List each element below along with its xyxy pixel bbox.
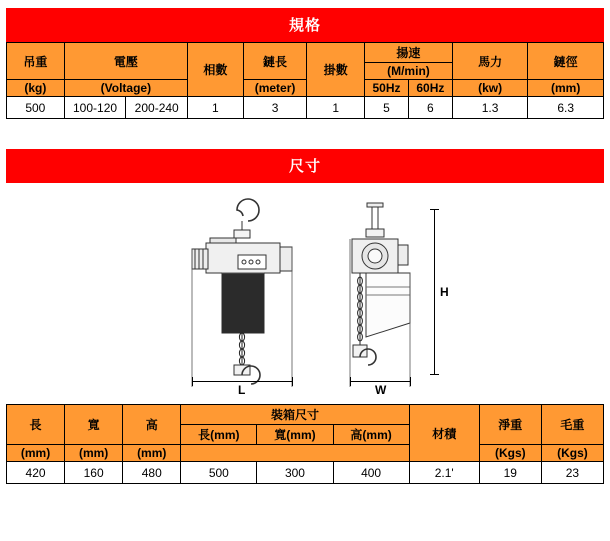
value-chain-length: 3 [243, 97, 307, 119]
value-voltage-low: 100-120 [64, 97, 126, 119]
table-row [7, 80, 604, 97]
header-lift-speed-unit: (M/min) [365, 63, 453, 80]
unit-capacity: (kg) [7, 80, 65, 97]
header-net-weight: 淨重 [479, 405, 541, 445]
value-speed-60hz: 6 [408, 97, 452, 119]
width-dimension-label: W [375, 383, 387, 397]
table-row [7, 405, 604, 425]
unit-chain-dia: (mm) [528, 80, 604, 97]
table-row [7, 462, 604, 484]
header-volume: 材積 [409, 405, 479, 462]
value-falls: 1 [307, 97, 365, 119]
header-power: 馬力 [452, 43, 528, 80]
header-falls: 掛數 [307, 43, 365, 97]
header-carton-length: 長(mm) [181, 425, 257, 445]
header-height: 高 [123, 405, 181, 445]
table-row [7, 43, 604, 63]
hoist-side-view-drawing [326, 195, 446, 395]
spec-table [6, 42, 604, 119]
value-chain-dia: 6.3 [528, 97, 604, 119]
header-lift-speed: 揚速 [365, 43, 453, 63]
header-width: 寬 [65, 405, 123, 445]
width-tick-right [410, 377, 411, 386]
value-carton-height: 400 [333, 462, 409, 484]
width-dimension-line [350, 381, 410, 382]
value-phase: 1 [188, 97, 244, 119]
length-tick-right [292, 377, 293, 386]
header-capacity: 吊重 [7, 43, 65, 80]
width-tick-left [350, 377, 351, 386]
header-chain-dia: 鏈徑 [528, 43, 604, 80]
value-speed-50hz: 5 [365, 97, 409, 119]
length-dimension-label: L [238, 383, 246, 397]
header-voltage: 電壓 [64, 43, 187, 80]
value-capacity: 500 [7, 97, 65, 119]
unit-power: (kw) [452, 80, 528, 97]
header-carton-width: 寬(mm) [257, 425, 333, 445]
value-volume: 2.1' [409, 462, 479, 484]
value-net-weight: 19 [479, 462, 541, 484]
unit-chain-length: (meter) [243, 80, 307, 97]
value-length: 420 [7, 462, 65, 484]
length-tick-left [192, 377, 193, 386]
unit-height: (mm) [123, 445, 181, 462]
height-tick-bottom [430, 374, 439, 375]
unit-width: (mm) [65, 445, 123, 462]
dimension-table [6, 404, 604, 484]
header-gross-weight: 毛重 [541, 405, 603, 445]
value-width: 160 [65, 462, 123, 484]
length-dimension-line [192, 381, 292, 382]
unit-net-weight: (Kgs) [479, 445, 541, 462]
table-row [7, 445, 604, 462]
dimension-section-title: 尺寸 [6, 149, 604, 183]
unit-voltage: (Voltage) [64, 80, 187, 97]
value-voltage-high: 200-240 [126, 97, 188, 119]
unit-50hz: 50Hz [365, 80, 409, 97]
header-carton: 裝箱尺寸 [181, 405, 409, 425]
product-drawing [6, 189, 604, 404]
value-carton-length: 500 [181, 462, 257, 484]
value-height: 480 [123, 462, 181, 484]
header-carton-height: 高(mm) [333, 425, 409, 445]
spec-section-title: 規格 [6, 8, 604, 42]
hoist-front-view-drawing [176, 195, 316, 395]
value-carton-width: 300 [257, 462, 333, 484]
header-chain-length: 鏈長 [243, 43, 307, 80]
value-gross-weight: 23 [541, 462, 603, 484]
unit-gross-weight: (Kgs) [541, 445, 603, 462]
unit-length: (mm) [7, 445, 65, 462]
header-phase: 相數 [188, 43, 244, 97]
height-dimension-line [434, 209, 435, 374]
table-row [7, 97, 604, 119]
value-power: 1.3 [452, 97, 528, 119]
height-dimension-label: H [440, 285, 449, 299]
unit-carton-spacer [181, 445, 409, 462]
height-tick-top [430, 209, 439, 210]
unit-60hz: 60Hz [408, 80, 452, 97]
header-length: 長 [7, 405, 65, 445]
